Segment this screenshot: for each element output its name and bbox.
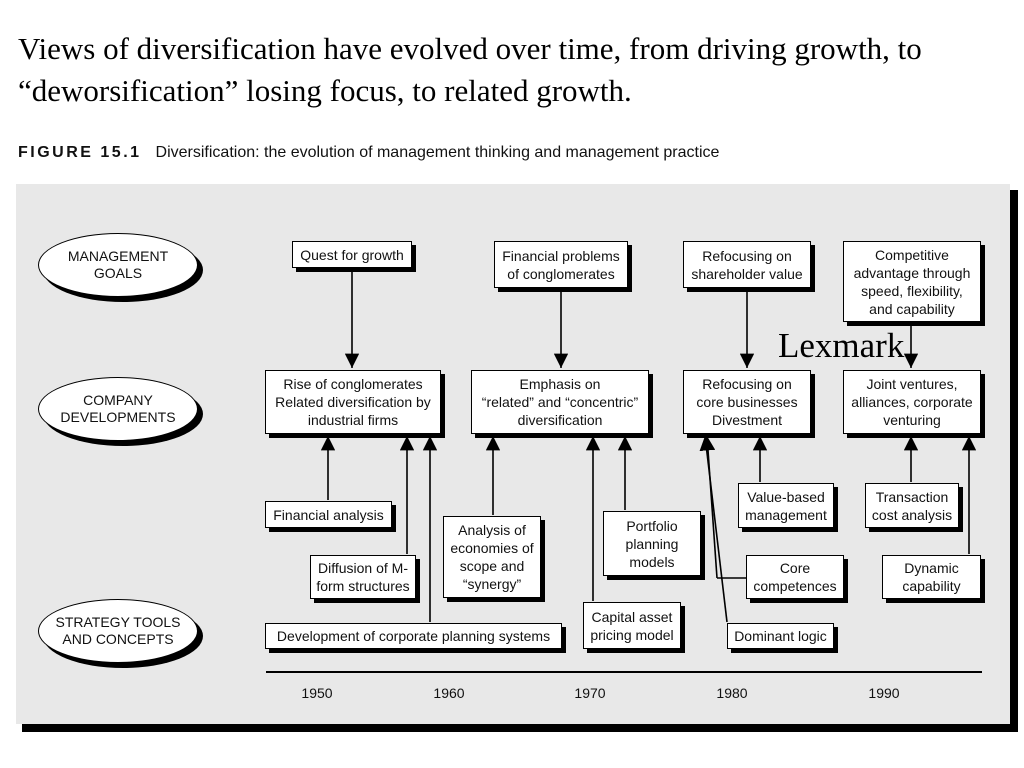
goal-financial-problems: Financial problems of conglomerates xyxy=(494,241,628,288)
dev-refocusing-core: Refocusing on core businesses Divestment xyxy=(683,370,811,434)
dev-rise-of-conglomerates: Rise of conglomerates Related diversification by industrial firms xyxy=(265,370,441,434)
figure-label: FIGURE 15.1 xyxy=(18,144,142,161)
timeline-year: 1980 xyxy=(716,685,748,701)
tool-diffusion-mform: Diffusion of M- form structures xyxy=(310,555,416,599)
tool-core-competences: Core competences xyxy=(746,555,844,599)
goal-quest-for-growth: Quest for growth xyxy=(292,241,412,268)
timeline-year: 1950 xyxy=(301,685,333,701)
tool-dominant-logic: Dominant logic xyxy=(727,623,834,649)
tool-financial-analysis: Financial analysis xyxy=(265,501,392,528)
tool-transaction-cost: Transaction cost analysis xyxy=(865,483,959,528)
row-label-company-developments xyxy=(38,377,198,441)
row-label-text: MANAGEMENT GOALS xyxy=(67,248,169,281)
tool-corporate-planning: Development of corporate planning systems xyxy=(265,623,562,649)
arrow-core-competences-link xyxy=(707,436,717,578)
tool-economies-of-scope: Analysis of economies of scope and “synergy” xyxy=(443,516,541,598)
row-label-text: COMPANY DEVELOPMENTS xyxy=(60,392,176,425)
timeline-year: 1960 xyxy=(433,685,465,701)
tool-portfolio-planning: Portfolio planning models xyxy=(603,511,701,576)
tool-dynamic-capability: Dynamic capability xyxy=(882,555,981,599)
lexmark-watermark: Lexmark xyxy=(778,326,905,365)
dev-joint-ventures: Joint ventures, alliances, corporate venturing xyxy=(843,370,981,434)
tool-value-based: Value-based management xyxy=(738,483,834,528)
arrow-dominant-logic xyxy=(705,436,727,622)
row-label-management-goals xyxy=(38,233,198,297)
tool-capital-asset: Capital asset pricing model xyxy=(583,602,681,649)
dev-emphasis-related: Emphasis on “related” and “concentric” diversification xyxy=(471,370,649,434)
row-label-text: STRATEGY TOOLS AND CONCEPTS xyxy=(55,614,181,647)
goal-competitive-advantage: Competitive advantage through speed, flexibility, and capability xyxy=(843,241,981,322)
timeline-year: 1970 xyxy=(574,685,606,701)
slide-title: Views of diversification have evolved over time, from driving growth, to “deworsification” losing focus, to related growth. xyxy=(18,31,922,108)
goal-refocusing-shareholder: Refocusing on shareholder value xyxy=(683,241,811,288)
figure-caption-text: Diversification: the evolution of management thinking and management practice xyxy=(155,144,720,161)
timeline-year: 1990 xyxy=(868,685,900,701)
row-label-strategy-tools xyxy=(38,599,198,663)
